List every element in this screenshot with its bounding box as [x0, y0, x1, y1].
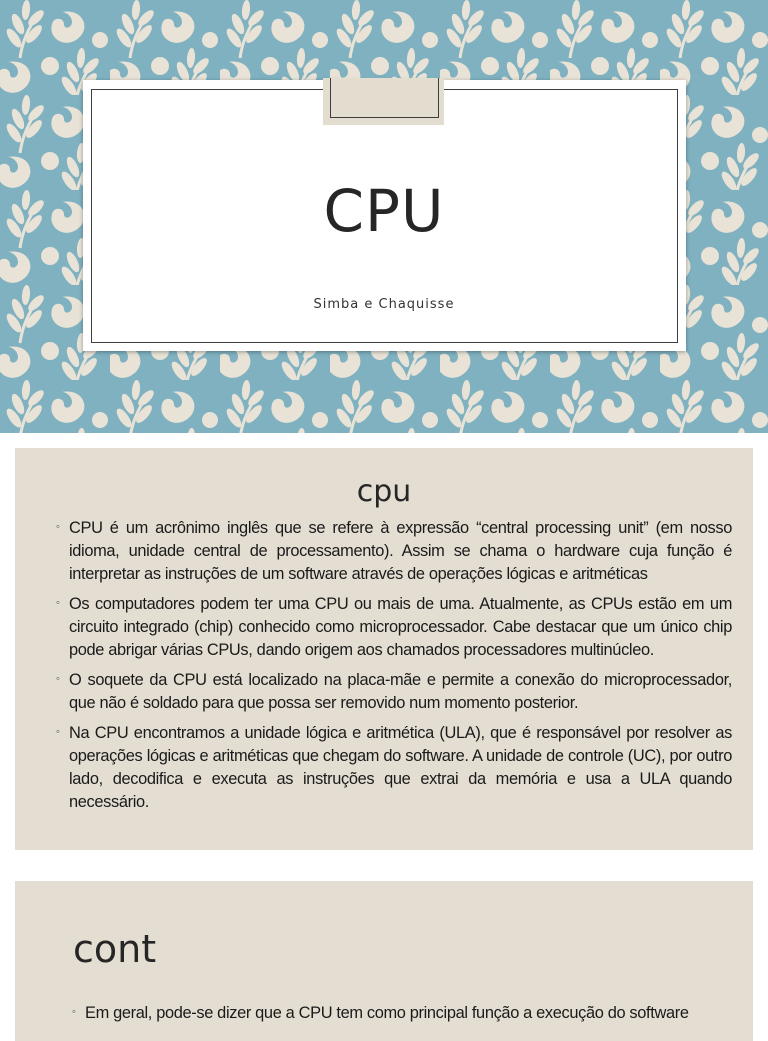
- bullet-text: Na CPU encontramos a unidade lógica e aritmética (ULA), que é responsável por resolver as operações lógicas e aritméticas que chegam do software. A unidade de controle (UC), por outro lado, decodifica e executa as instruções que extrai da memória e usa a ULA quando necessário.: [69, 724, 732, 811]
- slide-heading: cont: [73, 927, 157, 971]
- bullet-list: [56, 517, 732, 821]
- list-item: [56, 517, 732, 586]
- bullet-text: Os computadores podem ter uma CPU ou mais de uma. Atualmente, as CPUs estão em um circuito integrado (chip) conhecido como microprocessador. Cabe destacar que um único chip pode abrigar várias CPUs, dando origem aos chamados processadores multinúcleo.: [69, 595, 732, 659]
- list-item: [56, 722, 732, 814]
- slide-title: CPU: [323, 177, 445, 245]
- bullet-text: O soquete da CPU está localizado na placa-mãe e permite a conexão do microprocessador, que não é soldado para que possa ser removido num momento posterior.: [69, 671, 732, 712]
- slide-subtitle: Simba e Chaquisse: [313, 297, 455, 312]
- title-slide: [0, 0, 768, 433]
- list-item: [56, 669, 732, 715]
- bullet-text: Em geral, pode-se dizer que a CPU tem como principal função a execução do software: [85, 1004, 689, 1022]
- bullet-icon: ◦: [56, 726, 60, 738]
- list-item: [56, 593, 732, 662]
- bullet-icon: ◦: [56, 597, 60, 609]
- bullet-text: CPU é um acrônimo inglês que se refere à expressão “central processing unit” (em nosso idioma, unidade central de processamento). Assim se chama o hardware cuja função é interpretar as instruções de um software através de operações lógicas e aritméticas: [69, 519, 732, 583]
- bullet-icon: ◦: [56, 673, 60, 685]
- clip-tab-decoration: [323, 78, 444, 125]
- bullet-icon: ◦: [56, 521, 60, 533]
- list-item: [72, 1002, 732, 1025]
- bullet-list: [72, 1002, 732, 1025]
- bullet-icon: ◦: [72, 1006, 76, 1018]
- slide-heading: cpu: [356, 474, 412, 509]
